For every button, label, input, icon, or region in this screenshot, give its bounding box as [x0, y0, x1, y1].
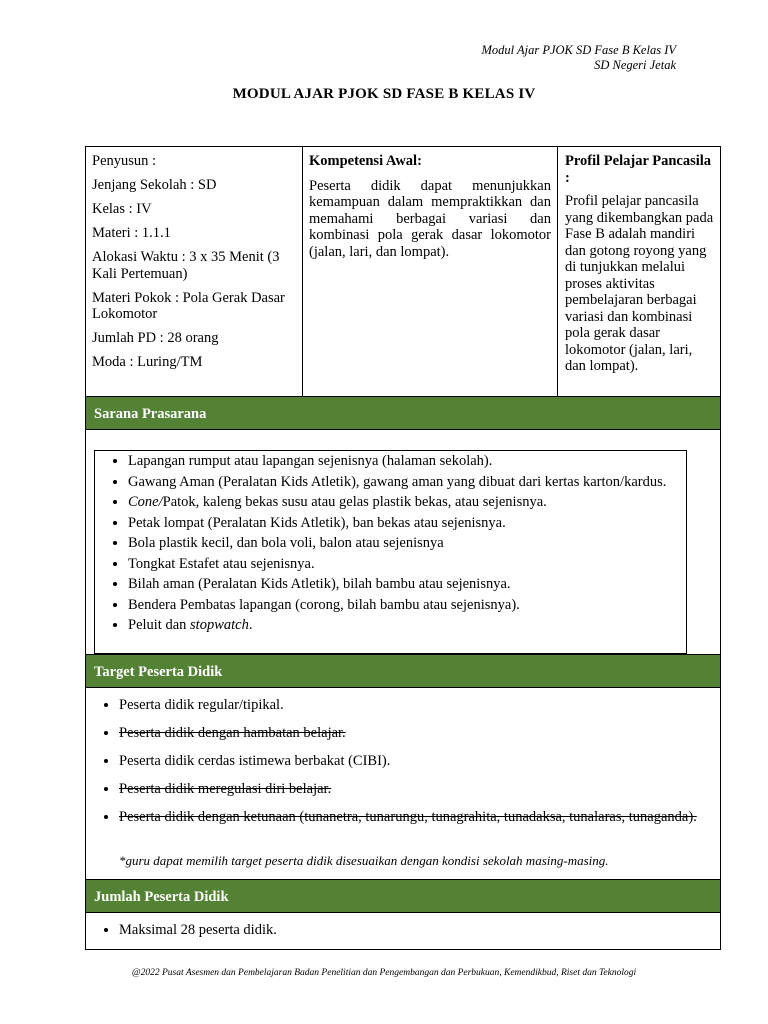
running-header — [481, 43, 676, 73]
profil-text: Profil pelajar pancasila yang dikembangkan pada Fase B adalah mandiri dan gotong royong yang di tunjukkan melalui proses aktivitas pembelajaran berbagai variasi dan kombinasi pola gerak dasar lokomotor (jalan, lari, dan lompat). — [565, 193, 714, 374]
copyright-footer: @2022 Pusat Asesmen dan Pembelajaran Badan Penelitian dan Pengembangan dan Perbukuan, Kemendikbud, Riset dan Teknologi — [131, 968, 637, 978]
list-item — [128, 616, 678, 635]
list-item: • Petak lompat (Peralatan Kids Atletik), ban bekas atau sejenisnya. — [128, 514, 678, 533]
target-list — [86, 696, 747, 836]
list-item: • Bendera Pembatas lapangan (corong, bilah bambu atau sejenisnya). — [128, 596, 678, 615]
module-table — [85, 146, 721, 950]
profil-column — [558, 147, 720, 396]
materi: Materi : 1.1.1 — [92, 225, 171, 241]
list-item-text: Patok, kaleng bekas susu atau gelas plastik bekas, atau sejenisnya. — [162, 494, 547, 510]
list-item: • Peserta didik meregulasi diri belajar. — [119, 780, 747, 798]
kompetensi-text: Peserta didik dapat menunjukkan kemampuan dalam mempraktikkan dan memahami berbagai variasi dan kombinasi pola gerak dasar lokomotor (jalan, lari, dan lompat). — [309, 177, 551, 260]
cone-word: Cone/ — [128, 494, 163, 510]
moda: Moda : Luring/TM — [92, 354, 203, 370]
list-item: • Bola plastik kecil, dan bola voli, balon atau sejenisnya — [128, 534, 678, 553]
list-item — [128, 493, 678, 512]
list-item: • Tongkat Estafet atau sejenisnya. — [128, 555, 678, 574]
profil-heading: Profil Pelajar Pancasila : — [565, 153, 712, 186]
identity-column — [86, 147, 303, 396]
list-item: • Maksimal 28 peserta didik. — [119, 922, 747, 939]
list-item: • Lapangan rumput atau lapangan sejenisnya (halaman sekolah). — [128, 452, 678, 471]
list-item: • Peserta didik dengan hambatan belajar. — [119, 724, 747, 742]
list-item: • Peserta didik dengan ketunaan (tunanetra, tunarungu, tunagrahita, tunadaksa, tunalaras, tunaganda). — [119, 808, 747, 826]
sarana-list — [95, 452, 678, 635]
jumlah-list — [86, 922, 747, 939]
sarana-list-box — [94, 450, 687, 654]
list-item: • Peserta didik regular/tipikal. — [119, 696, 747, 714]
alokasi-waktu: Alokasi Waktu : 3 x 35 Menit (3 Kali Pertemuan) — [92, 249, 280, 282]
document-title: MODUL AJAR PJOK SD FASE B KELAS IV — [232, 86, 536, 102]
list-item-text: Peluit dan — [128, 617, 191, 633]
list-item: • Bilah aman (Peralatan Kids Atletik), bilah bambu atau sejenisnya. — [128, 575, 678, 594]
header-line-1: Modul Ajar PJOK SD Fase B Kelas IV — [481, 43, 676, 57]
jumlah-heading: Jumlah Peserta Didik — [86, 879, 720, 913]
stopwatch-word: stopwatch — [190, 617, 249, 633]
kelas: Kelas : IV — [92, 201, 152, 217]
sarana-heading: Sarana Prasarana — [86, 396, 720, 430]
jumlah-pd: Jumlah PD : 28 orang — [92, 330, 219, 346]
target-note: *guru dapat memilih target peserta didik disesuaikan dengan kondisi sekolah masing-masing. — [119, 853, 609, 868]
penyusun: Penyusun : — [92, 153, 157, 169]
list-item: • Gawang Aman (Peralatan Kids Atletik), gawang aman yang dibuat dari kertas karton/kardus. — [128, 473, 678, 492]
header-line-2: SD Negeri Jetak — [594, 58, 676, 72]
target-heading: Target Peserta Didik — [86, 654, 720, 688]
period: . — [248, 617, 253, 633]
kompetensi-column — [303, 147, 558, 396]
materi-pokok: Materi Pokok : Pola Gerak Dasar Lokomotor — [92, 289, 285, 322]
jenjang-sekolah: Jenjang Sekolah : SD — [92, 177, 217, 193]
list-item: • Peserta didik cerdas istimewa berbakat (CIBI). — [119, 752, 747, 770]
kompetensi-heading: Kompetensi Awal: — [309, 153, 422, 169]
